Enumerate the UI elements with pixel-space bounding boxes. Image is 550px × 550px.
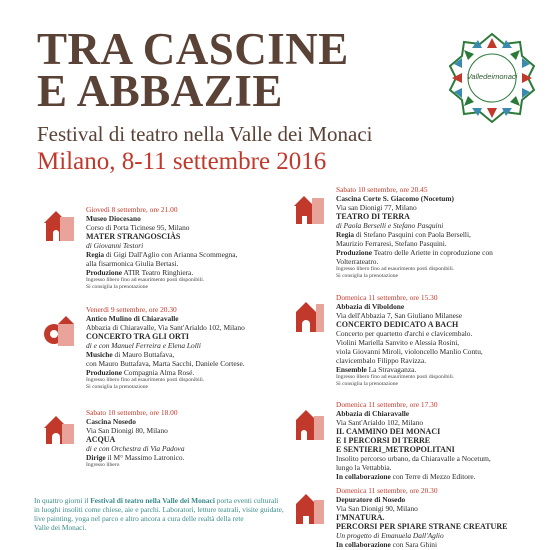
event-show-2: E I PERCORSI DI TERRE: [336, 436, 431, 445]
logo-text: Valledeimonaci: [466, 72, 518, 81]
event-4: [336, 185, 493, 280]
event-production: Produzione ATIR Teatro Ringhiera.: [86, 268, 194, 277]
event-collab: In collaborazione con Sara Ghini: [336, 540, 438, 549]
event-author: di e con Manuel Ferreira e Elena Lolli: [86, 341, 201, 350]
event-show-2: PERCORSI PER SPIARE STRANE CREATURE: [336, 522, 508, 531]
event-note: Ingresso libero: [86, 462, 120, 468]
event-venue: Antico Mulino di Chiaravalle: [86, 314, 179, 323]
event-note-2: Si consiglia la prenotazione: [336, 273, 398, 279]
event-day: Giovedì 8 settembre, ore 21.00: [86, 205, 178, 214]
footer-line-1: In quattro giorni il Festival di teatro nella Valle dei Monaci porta eventi culturali: [34, 496, 279, 505]
church-icon: [42, 207, 78, 243]
valle-dei-monaci-logo: [446, 32, 538, 124]
event-venue: Abbazia di Chiaravalle: [336, 409, 410, 418]
event-show-1: IL CAMMINO DEI MONACI: [336, 427, 441, 436]
event-line-3: viola Giovanni Miroli, violoncello Manlio Contu,: [336, 347, 483, 356]
event-note: Ingresso libero fino ad esaurimento posti disponibili.: [336, 266, 455, 272]
event-author: di e con Orchestra di Via Padova: [86, 444, 185, 453]
event-day: Domenica 11 settembre, ore 15.30: [336, 293, 438, 302]
event-dirige: Dirige il M° Massimo Latronico.: [86, 453, 185, 462]
event-production: Produzione Teatro delle Ariette in coproduzione con: [336, 248, 493, 257]
event-address: Via dell'Abbazia 7, San Giuliano Milanese: [336, 311, 463, 320]
event-venue: Cascina Corte S. Giacomo (Nocetum): [336, 194, 455, 203]
depuratore-icon: [292, 490, 328, 526]
page-title: [37, 24, 349, 116]
event-address: Abbazia di Chiaravalle, Via Sant'Arialdo 102, Milano: [86, 323, 245, 332]
event-venue: Cascina Nosedo: [86, 417, 136, 426]
event-show: CONCERTO TRA GLI ORTI: [86, 332, 189, 341]
chiaravalle-icon: [292, 406, 328, 442]
event-line-2: lungo la Vettabbia.: [336, 463, 392, 472]
event-3: [86, 408, 185, 469]
event-7: [336, 486, 507, 549]
event-line-2: Violini Mariella Sanvito e Alessia Rosini,: [336, 338, 460, 347]
event-day: Venerdì 9 settembre, ore 20.30: [86, 305, 177, 314]
event-address: Via San Dionigi 90, Milano: [336, 504, 418, 513]
event-2: [86, 305, 245, 391]
cascina-icon: [42, 410, 78, 446]
title-line-1: TRA CASCINE: [37, 24, 349, 74]
event-regia: Regia di Stefano Pasquini con Paola Berselli,: [336, 230, 471, 239]
event-note-2: Si consiglia la prenotazione: [86, 384, 148, 390]
event-author: di Giovanni Testori: [86, 241, 144, 250]
event-regia: Regia di Gigi Dall'Aglio con Arianna Scommegna,: [86, 250, 238, 259]
footer-line-4: Valle dei Monaci.: [34, 523, 87, 532]
event-note-2: Si consiglia la prenotazione: [86, 284, 148, 290]
event-line-1: Concerto per quartetto d'archi e clavicembalo.: [336, 329, 473, 338]
event-note-2: Si consiglia la prenotazione: [336, 381, 398, 387]
event-author: Un progetto di Emanuela Dall'Aglio: [336, 531, 444, 540]
event-show-1: I'MNATURA.: [336, 513, 385, 522]
mill-icon: [42, 312, 78, 348]
event-day: Domenica 11 settembre, ore 20.30: [336, 486, 438, 495]
footer-line-2: in luoghi insoliti come chiese, aie e parchi. Laboratori, letture teatrali, visite guidate,: [34, 505, 284, 514]
event-musiche-2: con Mauro Buttafava, Marta Sacchi, Daniele Cortese.: [86, 359, 245, 368]
cascina-corte-icon: [292, 190, 328, 226]
event-production: Produzione Compagnia Alma Rosé.: [86, 368, 195, 377]
event-production-2: Volterrateatro.: [336, 257, 379, 266]
event-show: MATER STRANGOSCIÀS: [86, 232, 181, 241]
event-regia-2: alla fisarmonica Giulia Bertasi.: [86, 259, 179, 268]
dateline: Milano, 8-11 settembre 2016: [37, 148, 327, 175]
event-collab: In collaborazione con Terre di Mezzo Editore.: [336, 472, 476, 481]
event-venue: Depuratore di Nosedo: [336, 495, 406, 504]
event-venue: Abbazia di Viboldone: [336, 302, 405, 311]
event-note: Ingresso libero fino ad esaurimento posti disponibili.: [86, 377, 205, 383]
event-1: [86, 205, 237, 291]
event-show: ACQUA: [86, 435, 116, 444]
event-show: CONCERTO DEDICATO A BACH: [336, 320, 459, 329]
event-day: Sabato 10 settembre, ore 18.00: [86, 408, 178, 417]
event-day: Domenica 11 settembre, ore 17.30: [336, 400, 438, 409]
event-address: Via San Dionigi 80, Milano: [86, 426, 168, 435]
event-musiche: Musiche di Mauro Buttafava,: [86, 350, 175, 359]
event-5: [336, 293, 483, 388]
event-address: Corso di Porta Ticinese 95, Milano: [86, 223, 190, 232]
subtitle: Festival di teatro nella Valle dei Monaci: [37, 122, 373, 146]
event-line-4: clavicembalo Filippo Ravizza.: [336, 356, 427, 365]
event-note: Ingresso libero fino ad esaurimento posti disponibili.: [86, 277, 205, 283]
title-line-2: E ABBAZIE: [37, 66, 283, 116]
event-regia-2: Maurizio Ferraresi, Stefano Pasquini.: [336, 239, 447, 248]
event-line-1: Insolito percorso urbano, da Chiaravalle a Nocetum,: [336, 454, 491, 463]
event-show: TEATRO DI TERRA: [336, 212, 410, 221]
event-address: Via san Dionigi 77, Milano: [336, 203, 417, 212]
event-day: Sabato 10 settembre, ore 20.45: [336, 185, 428, 194]
event-ensemble: Ensemble La Stravaganza.: [336, 365, 417, 374]
abbey-icon: [292, 298, 328, 334]
event-note: Ingresso libero fino ad esaurimento posti disponibili.: [336, 374, 455, 380]
event-author: di Paola Berselli e Stefano Pasquini: [336, 221, 444, 230]
event-address: Via Sant'Arialdo 102, Milano: [336, 418, 424, 427]
footer-line-3: live painting, yoga nel parco e altro ancora a cura delle realtà della rete: [34, 514, 244, 523]
event-venue: Museo Diocesano: [86, 214, 141, 223]
event-show-3: E SENTIERI_METROPOLITANI: [336, 445, 455, 454]
event-6: [336, 400, 491, 481]
footer-description: [34, 496, 284, 532]
